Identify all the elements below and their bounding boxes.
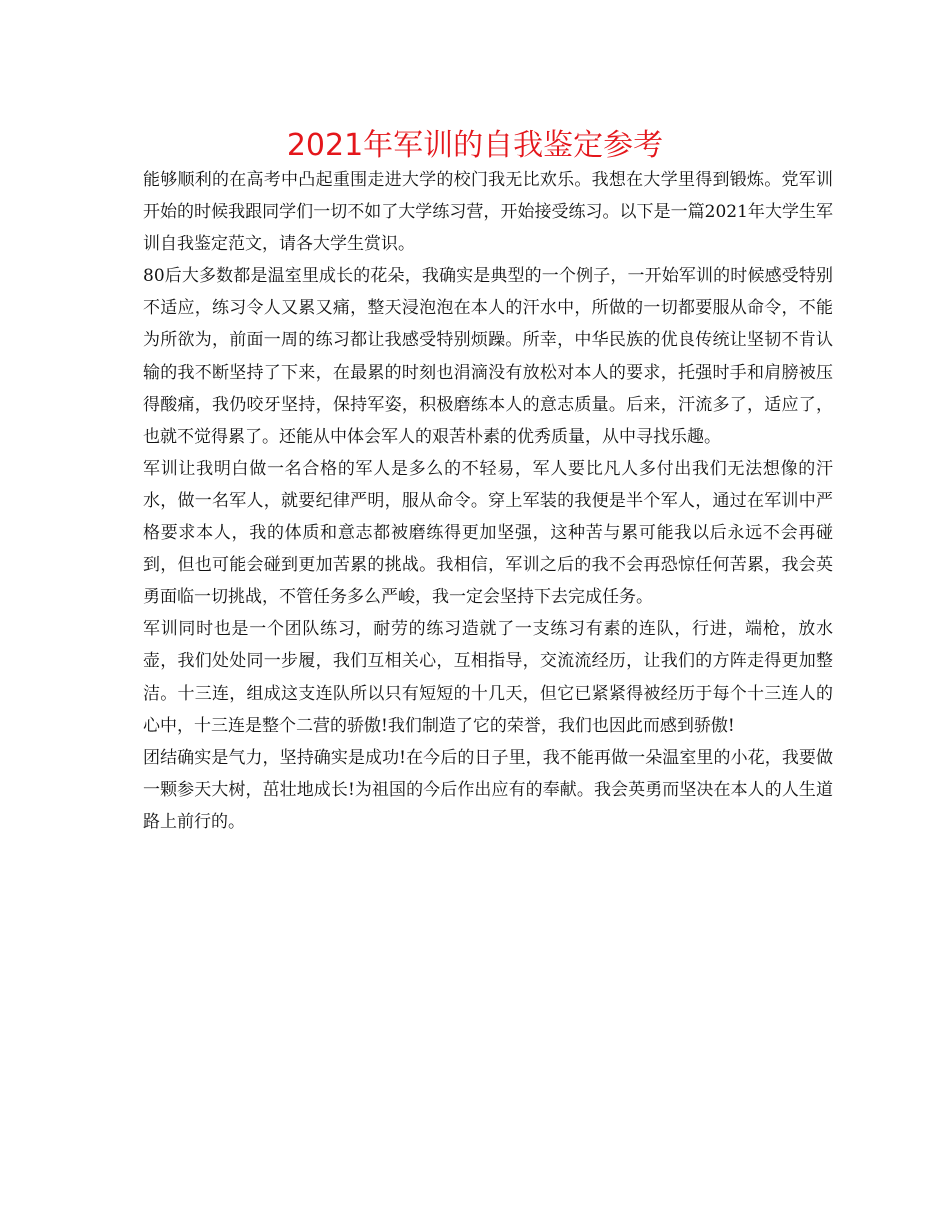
paragraph-4: 军训同时也是一个团队练习，耐劳的练习造就了一支练习有素的连队，行进，端枪，放水壶，我们处处同一步履，我们互相关心，互相指导，交流流经历，让我们的方阵走得更加整洁。十三连，组成这支连队所以只有短短的十几天，但它已紧紧得被经历于每个十三连人的心中，十三连是整个二营的骄傲!我们制造了它的荣誉，我们也因此而感到骄傲!	[143, 619, 833, 736]
paragraph-3: 军训让我明白做一名合格的军人是多么的不轻易，军人要比凡人多付出我们无法想像的汗水，做一名军人，就要纪律严明，服从命令。穿上军装的我便是半个军人，通过在军训中严格要求本人，我的体质和意志都被磨练得更加坚强，这种苦与累可能我以后永远不会再碰到，但也可能会碰到更加苦累的挑战。我相信，军训之后的我不会再恐惊任何苦累，我会英勇面临一切挑战，不管任务多么严峻，我一定会坚持下去完成任务。	[143, 458, 833, 608]
paragraph-2: 80后大多数都是温室里成长的花朵，我确实是典型的一个例子，一开始军训的时候感受特别不适应，练习令人又累又痛，整天浸泡泡在本人的汗水中，所做的一切都要服从命令，不能为所欲为，前面一周的练习都让我感受特别烦躁。所幸，中华民族的优良传统让坚韧不肯认输的我不断坚持了下来，在最累的时刻也涓滴没有放松对本人的要求，托强时手和肩膀被压得酸痛，我仍咬牙坚持，保持军姿，积极磨练本人的意志质量。后来，汗流多了，适应了，也就不觉得累了。还能从中体会军人的艰苦朴素的优秀质量，从中寻找乐趣。	[143, 266, 833, 447]
paragraph-5: 团结确实是气力，坚持确实是成功!在今后的日子里，我不能再做一朵温室里的小花，我要做一颗参天大树，茁壮地成长!为祖国的今后作出应有的奉献。我会英勇而坚决在本人的人生道路上前行的。	[143, 747, 833, 832]
document-title: 2021年军训的自我鉴定参考	[286, 128, 664, 163]
document-body	[143, 164, 833, 838]
paragraph-1: 能够顺利的在高考中凸起重围走进大学的校门我无比欢乐。我想在大学里得到锻炼。党军训开始的时候我跟同学们一切不如了大学练习营，开始接受练习。以下是一篇2021年大学生军训自我鉴定范文，请各大学生赏识。	[143, 170, 833, 255]
